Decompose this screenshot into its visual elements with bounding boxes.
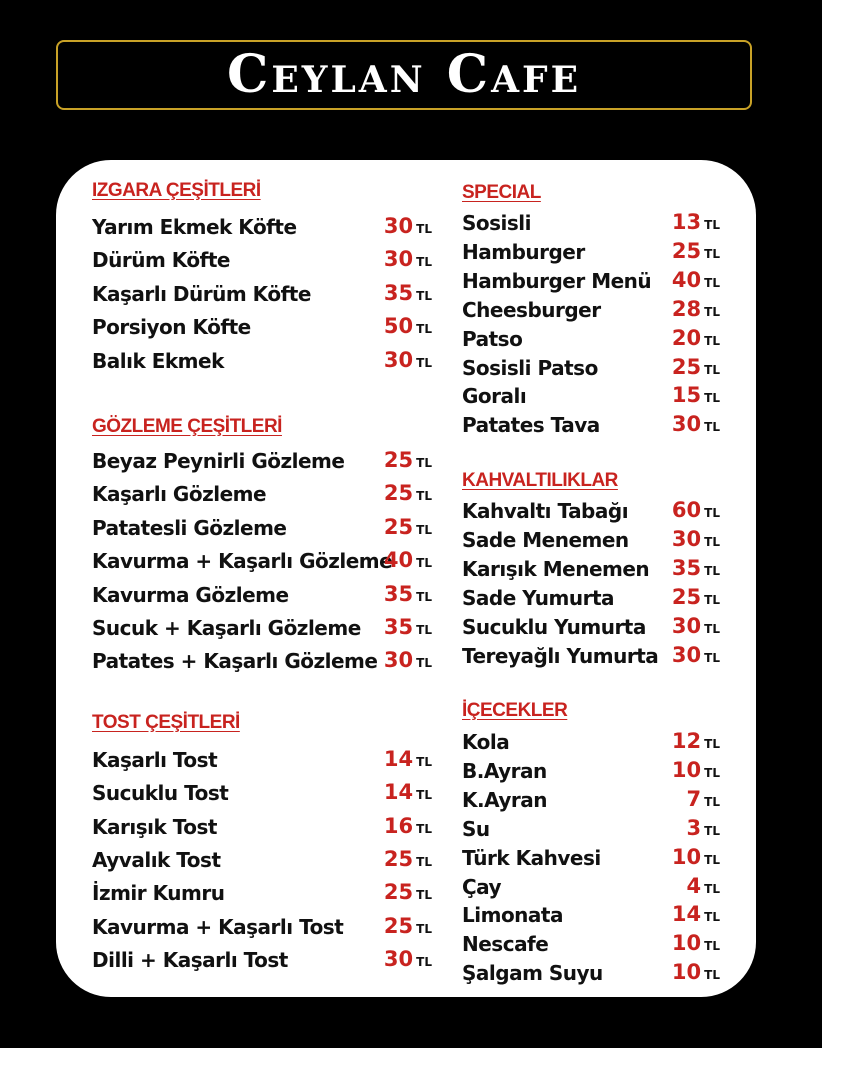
price-value: 35: [383, 281, 414, 305]
price-value: 25: [671, 355, 702, 379]
menu-item-name: Sosisli Patso: [462, 355, 598, 380]
menu-item-name: Kahvaltı Tabağı: [462, 498, 629, 523]
menu-item: [462, 525, 629, 554]
price-value: 40: [671, 268, 702, 292]
menu-item-price: [372, 947, 432, 971]
price-currency: TL: [416, 489, 432, 503]
title-frame: [56, 40, 752, 110]
menu-item: [462, 612, 646, 641]
price-value: 60: [671, 498, 702, 522]
price-value: 30: [383, 214, 414, 238]
menu-item-name: Türk Kahvesi: [462, 845, 601, 870]
menu-item: [462, 727, 509, 756]
menu-item-name: Kaşarlı Dürüm Köfte: [92, 281, 311, 306]
menu-item-name: Patates Tava: [462, 412, 600, 437]
price-currency: TL: [704, 795, 720, 809]
menu-item-price: [372, 780, 432, 804]
price-value: 25: [671, 585, 702, 609]
menu-item-name: Beyaz Peynirli Gözleme: [92, 448, 345, 473]
price-value: 28: [671, 297, 702, 321]
menu-item-price: [372, 515, 432, 539]
menu-item-name: Karışık Tost: [92, 814, 217, 839]
menu-item-price: [660, 931, 720, 955]
menu-item: [462, 958, 603, 987]
price-value: 10: [671, 758, 702, 782]
menu-item-name: Goralı: [462, 383, 527, 408]
price-value: 25: [383, 914, 414, 938]
menu-item-name: Yarım Ekmek Köfte: [92, 214, 297, 239]
menu-item-name: Dilli + Kaşarlı Tost: [92, 947, 288, 972]
price-currency: TL: [704, 247, 720, 261]
price-currency: TL: [416, 289, 432, 303]
section-title-kahvaltiliklar: KAHVALTILIKLAR: [462, 470, 618, 491]
price-value: 7: [686, 787, 702, 811]
menu-item-name: Şalgam Suyu: [462, 960, 603, 985]
price-currency: TL: [416, 556, 432, 570]
menu-item-price: [372, 814, 432, 838]
price-value: 20: [671, 326, 702, 350]
price-value: 30: [671, 527, 702, 551]
price-value: 16: [383, 814, 414, 838]
price-value: 25: [383, 515, 414, 539]
price-currency: TL: [416, 855, 432, 869]
menu-item: [92, 346, 224, 375]
menu-item: [92, 778, 228, 807]
menu-item-price: [660, 412, 720, 436]
menu-item-price: [372, 880, 432, 904]
menu-item: [92, 279, 311, 308]
menu-item: [462, 381, 526, 410]
menu-item-price: [372, 481, 432, 505]
price-value: 30: [383, 648, 414, 672]
menu-item-price: [660, 729, 720, 753]
price-value: 30: [671, 614, 702, 638]
price-currency: TL: [704, 276, 720, 290]
menu-item-price: [660, 556, 720, 580]
section-title-special: SPECIAL: [462, 182, 541, 203]
menu-item-name: Porsiyon Köfte: [92, 314, 251, 339]
menu-item-name: Patates + Kaşarlı Gözleme: [92, 648, 378, 673]
price-currency: TL: [416, 788, 432, 802]
menu-item: [462, 237, 585, 266]
price-value: 30: [383, 247, 414, 271]
menu-item-name: K.Ayran: [462, 787, 547, 812]
price-value: 10: [671, 845, 702, 869]
price-value: 30: [671, 412, 702, 436]
menu-item: [92, 646, 377, 675]
price-currency: TL: [704, 968, 720, 982]
menu-item-name: Patatesli Gözleme: [92, 515, 287, 540]
price-value: 25: [383, 448, 414, 472]
menu-item-price: [372, 247, 432, 271]
menu-item-price: [660, 614, 720, 638]
price-value: 14: [671, 902, 702, 926]
menu-item-name: B.Ayran: [462, 758, 547, 783]
menu-item: [462, 843, 601, 872]
price-currency: TL: [704, 535, 720, 549]
price-currency: TL: [416, 656, 432, 670]
price-currency: TL: [704, 824, 720, 838]
price-value: 35: [671, 556, 702, 580]
menu-item-price: [372, 314, 432, 338]
menu-item-name: Limonata: [462, 902, 563, 927]
menu-item-name: Kaşarlı Tost: [92, 747, 218, 772]
price-currency: TL: [416, 222, 432, 236]
menu-item-name: Ayvalık Tost: [92, 847, 221, 872]
price-currency: TL: [704, 622, 720, 636]
menu-item: [92, 513, 287, 542]
menu-item-price: [372, 281, 432, 305]
menu-item: [462, 900, 563, 929]
menu-item: [92, 312, 251, 341]
menu-item-name: Cheesburger: [462, 297, 601, 322]
price-currency: TL: [416, 822, 432, 836]
cafe-title: Ceylan Cafe: [226, 44, 582, 105]
menu-item: [462, 295, 601, 324]
price-value: 30: [671, 643, 702, 667]
price-currency: TL: [416, 456, 432, 470]
menu-item-price: [372, 914, 432, 938]
section-title-gozleme-cesitleri: GÖZLEME ÇEŞİTLERİ: [92, 416, 282, 437]
price-value: 25: [671, 239, 702, 263]
menu-item: [462, 353, 598, 382]
menu-item-name: Sosisli: [462, 210, 532, 235]
menu-item-price: [660, 787, 720, 811]
menu-item-price: [372, 348, 432, 372]
price-value: 50: [383, 314, 414, 338]
price-currency: TL: [704, 391, 720, 405]
price-currency: TL: [704, 766, 720, 780]
menu-item: [462, 872, 501, 901]
price-currency: TL: [704, 910, 720, 924]
price-currency: TL: [416, 590, 432, 604]
menu-item-name: Kavurma + Kaşarlı Tost: [92, 914, 344, 939]
price-currency: TL: [704, 305, 720, 319]
price-value: 12: [671, 729, 702, 753]
menu-item-name: İzmir Kumru: [92, 880, 225, 905]
price-currency: TL: [704, 363, 720, 377]
price-currency: TL: [704, 651, 720, 665]
menu-item-price: [660, 527, 720, 551]
section-title-icecekler: İÇECEKLER: [462, 700, 568, 721]
menu-item-name: Patso: [462, 326, 523, 351]
menu-item-price: [372, 582, 432, 606]
menu-item-name: Balık Ekmek: [92, 348, 224, 373]
price-currency: TL: [416, 523, 432, 537]
price-currency: TL: [416, 322, 432, 336]
price-value: 25: [383, 880, 414, 904]
menu-item-name: Kola: [462, 729, 510, 754]
menu-item-price: [660, 960, 720, 984]
section-title-izgara-cesitleri: IZGARA ÇEŞİTLERİ: [92, 180, 261, 201]
menu-item-name: Hamburger: [462, 239, 585, 264]
menu-item: [92, 812, 217, 841]
menu-item: [92, 945, 288, 974]
menu-item: [92, 580, 289, 609]
menu-item: [92, 546, 392, 575]
menu-item-name: Kavurma + Kaşarlı Gözleme: [92, 548, 393, 573]
menu-item: [462, 583, 614, 612]
menu-item: [462, 641, 658, 670]
price-currency: TL: [704, 218, 720, 232]
menu-item-price: [372, 448, 432, 472]
price-value: 15: [671, 383, 702, 407]
price-value: 25: [383, 847, 414, 871]
menu-item-name: Çay: [462, 874, 502, 899]
menu-item-name: Kaşarlı Gözleme: [92, 481, 267, 506]
menu-item-price: [660, 297, 720, 321]
menu-item: [462, 208, 531, 237]
price-currency: TL: [704, 593, 720, 607]
menu-item: [462, 929, 548, 958]
menu-item: [462, 785, 547, 814]
price-currency: TL: [704, 420, 720, 434]
menu-item: [92, 446, 344, 475]
menu-item-price: [660, 326, 720, 350]
price-value: 3: [686, 816, 702, 840]
menu-item: [92, 245, 230, 274]
menu-item-price: [660, 585, 720, 609]
section-title-tost-cesitleri: TOST ÇEŞİTLERİ: [92, 712, 240, 733]
price-currency: TL: [416, 255, 432, 269]
price-currency: TL: [416, 623, 432, 637]
menu-item-name: Karışık Menemen: [462, 556, 650, 581]
menu-item-price: [660, 383, 720, 407]
price-value: 35: [383, 582, 414, 606]
menu-item-name: Tereyağlı Yumurta: [462, 643, 659, 668]
price-value: 13: [671, 210, 702, 234]
menu-item: [462, 324, 522, 353]
menu-item-price: [660, 758, 720, 782]
menu-item-name: Sade Menemen: [462, 527, 629, 552]
price-currency: TL: [704, 853, 720, 867]
menu-item: [92, 912, 343, 941]
menu-item-price: [660, 210, 720, 234]
price-currency: TL: [704, 564, 720, 578]
price-currency: TL: [416, 955, 432, 969]
price-value: 40: [383, 548, 414, 572]
menu-item-price: [372, 548, 432, 572]
price-currency: TL: [416, 356, 432, 370]
price-currency: TL: [416, 888, 432, 902]
menu-item: [462, 554, 649, 583]
price-value: 10: [671, 931, 702, 955]
price-value: 14: [383, 747, 414, 771]
menu-item: [462, 814, 490, 843]
menu-item-price: [660, 845, 720, 869]
price-value: 25: [383, 481, 414, 505]
price-currency: TL: [704, 737, 720, 751]
menu-item: [92, 845, 221, 874]
menu-item-name: Kavurma Gözleme: [92, 582, 289, 607]
menu-item-name: Sucuklu Tost: [92, 780, 229, 805]
menu-item-price: [660, 874, 720, 898]
menu-item-name: Dürüm Köfte: [92, 247, 230, 272]
menu-item-price: [372, 648, 432, 672]
menu-item-price: [660, 902, 720, 926]
price-value: 14: [383, 780, 414, 804]
menu-item: [462, 266, 651, 295]
menu-item: [462, 756, 547, 785]
menu-item: [462, 410, 600, 439]
price-value: 4: [686, 874, 702, 898]
menu-item-price: [660, 643, 720, 667]
menu-item: [92, 878, 224, 907]
menu-item: [462, 496, 628, 525]
menu-item-price: [660, 498, 720, 522]
menu-item-price: [660, 268, 720, 292]
menu-item-name: Hamburger Menü: [462, 268, 652, 293]
price-value: 30: [383, 348, 414, 372]
price-currency: TL: [704, 334, 720, 348]
menu-item-price: [660, 816, 720, 840]
price-value: 35: [383, 615, 414, 639]
menu-item-name: Sade Yumurta: [462, 585, 615, 610]
menu-item-price: [372, 214, 432, 238]
menu-item-price: [660, 239, 720, 263]
menu-item: [92, 745, 217, 774]
menu-item: [92, 212, 297, 241]
menu-panel: [56, 160, 756, 997]
menu-item-name: Nescafe: [462, 931, 549, 956]
price-currency: TL: [704, 939, 720, 953]
price-currency: TL: [416, 755, 432, 769]
price-value: 10: [671, 960, 702, 984]
menu-item-name: Sucuk + Kaşarlı Gözleme: [92, 615, 361, 640]
price-currency: TL: [704, 882, 720, 896]
menu-item-name: Sucuklu Yumurta: [462, 614, 646, 639]
menu-item-price: [372, 847, 432, 871]
menu-item-price: [372, 747, 432, 771]
menu-item-price: [660, 355, 720, 379]
menu-item-name: Su: [462, 816, 490, 841]
price-value: 30: [383, 947, 414, 971]
price-currency: TL: [704, 506, 720, 520]
menu-item: [92, 479, 266, 508]
menu-item: [92, 613, 361, 642]
price-currency: TL: [416, 922, 432, 936]
menu-item-price: [372, 615, 432, 639]
